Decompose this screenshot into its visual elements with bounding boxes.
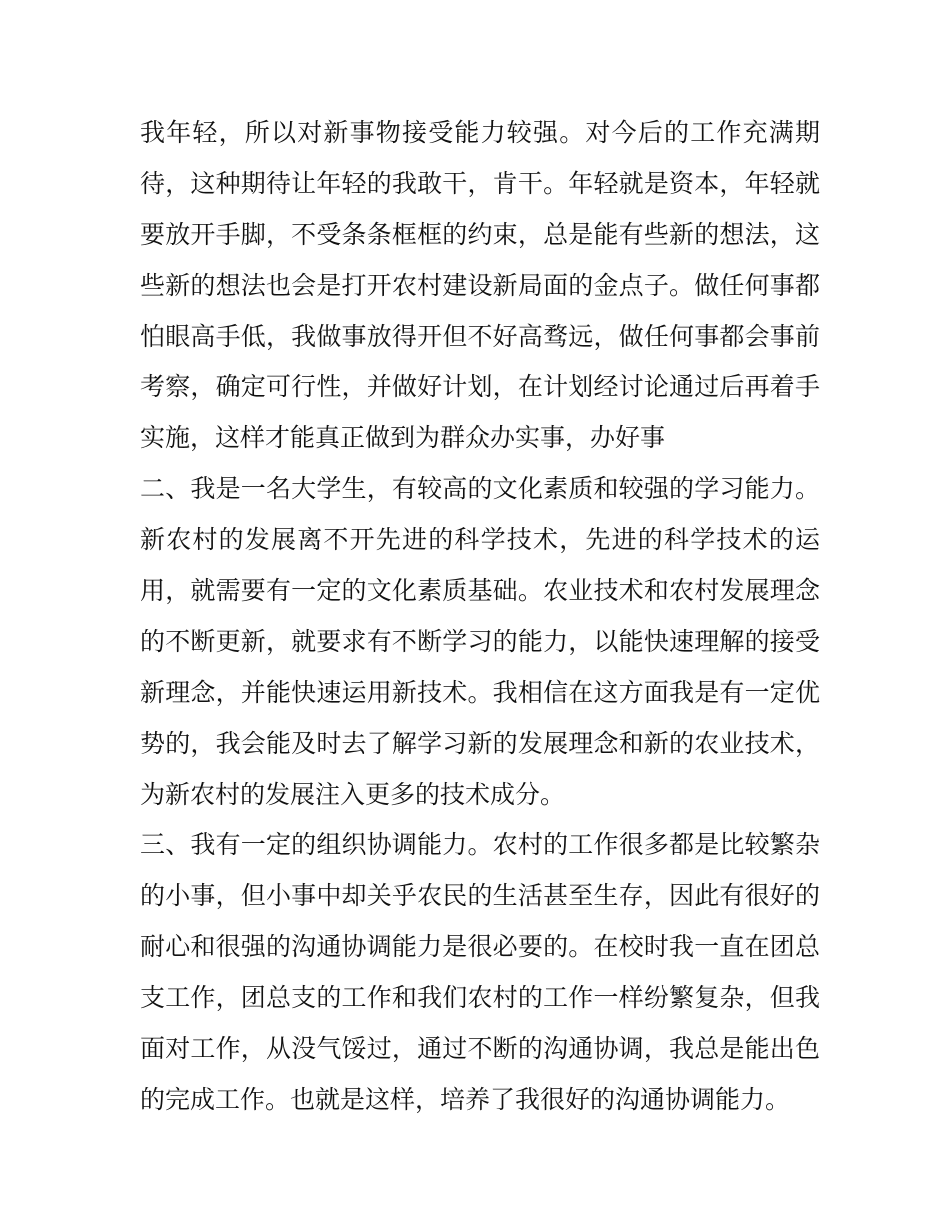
- text-line: 势的，我会能及时去了解学习新的发展理念和新的农业技术，: [140, 728, 820, 758]
- text-line: 为新农村的发展注入更多的技术成分。: [140, 779, 566, 809]
- text-line: 新理念，并能快速运用新技术。我相信在这方面我是有一定优: [140, 677, 820, 707]
- text-line: 考察，确定可行性，并做好计划，在计划经讨论通过后再着手: [140, 372, 820, 402]
- text-line: 些新的想法也会是打开农村建设新局面的金点子。做任何事都: [140, 270, 820, 300]
- text-line: 用，就需要有一定的文化素质基础。农业技术和农村发展理念: [140, 576, 820, 606]
- text-line: 支工作，团总支的工作和我们农村的工作一样纷繁复杂，但我: [140, 983, 820, 1013]
- paragraph-3: [140, 820, 820, 1125]
- text-line: 耐心和很强的沟通协调能力是很必要的。在校时我一直在团总: [140, 932, 820, 962]
- text-line: 怕眼高手低，我做事放得开但不好高骛远，做任何事都会事前: [140, 321, 820, 351]
- text-line: 要放开手脚，不受条条框框的约束，总是能有些新的想法，这: [140, 219, 820, 249]
- text-line: 三、我有一定的组织协调能力。农村的工作很多都是比较繁杂: [140, 830, 820, 860]
- text-line: 新农村的发展离不开先进的科学技术，先进的科学技术的运: [140, 525, 820, 555]
- text-line: 面对工作，从没气馁过，通过不断的沟通协调，我总是能出色: [140, 1034, 820, 1064]
- paragraph-2: [140, 464, 820, 820]
- text-line: 我年轻，所以对新事物接受能力较强。对今后的工作充满期: [140, 118, 820, 147]
- text-line: 实施，这样才能真正做到为群众办实事，办好事: [140, 423, 666, 453]
- document-body: [140, 108, 820, 1126]
- text-line: 的完成工作。也就是这样，培养了我很好的沟通协调能力。: [140, 1084, 791, 1114]
- text-line: 待，这种期待让年轻的我敢干，肯干。年轻就是资本，年轻就: [140, 168, 820, 198]
- paragraph-1: [140, 108, 820, 464]
- text-line: 二、我是一名大学生，有较高的文化素质和较强的学习能力。: [140, 474, 820, 504]
- text-line: 的不断更新，就要求有不断学习的能力，以能快速理解的接受: [140, 626, 820, 656]
- text-line: 的小事，但小事中却关乎农民的生活甚至生存，因此有很好的: [140, 881, 820, 911]
